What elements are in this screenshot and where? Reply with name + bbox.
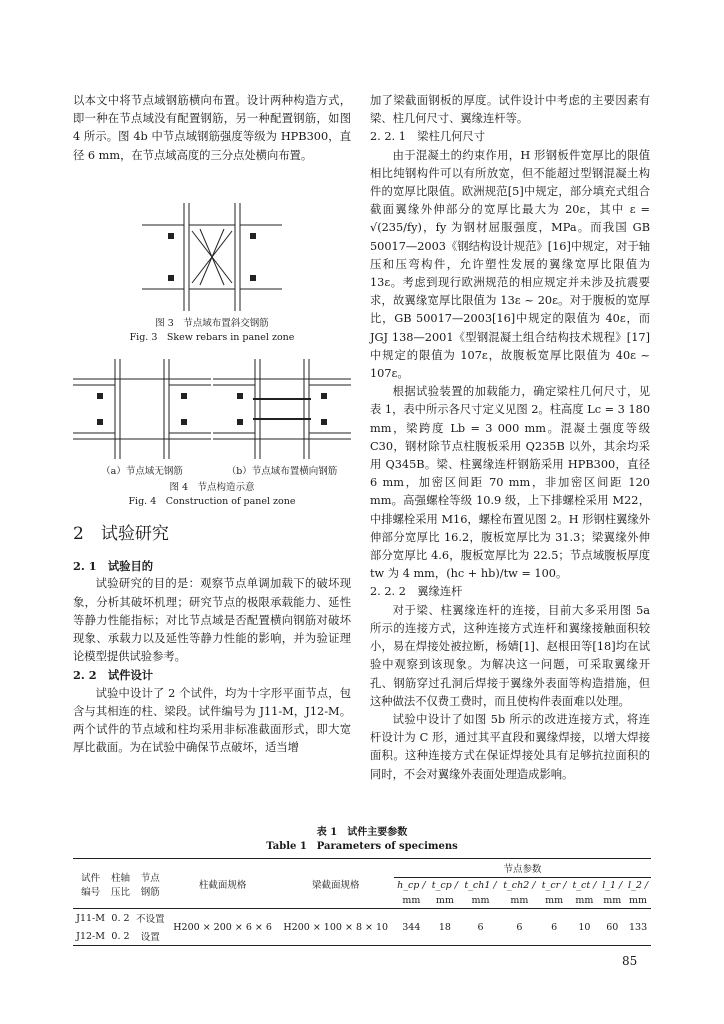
cell-val: 6 <box>516 921 523 933</box>
figure-4-caption-cn: 图 4 节点构造示意 <box>169 482 255 494</box>
th-unit: mm <box>629 895 648 906</box>
figure-4a <box>73 359 211 479</box>
th-unit: mm <box>471 895 490 906</box>
th-sym-3: t_ch2 / <box>503 880 536 891</box>
figure-3 <box>73 203 351 345</box>
paragraph-intro: 以本文中将节点域钢筋横向布置。设计两种构造方式，即一种在节点域没有配置钢筋，另一种配置钢筋，如图 4 所示。图 4b 中节点域钢筋强度等级为 HPB300，直径 6 mm，在节点域高度的三分点处横向布置。 <box>73 94 351 162</box>
table-title-en: Table 1 Parameters of specimens <box>266 841 458 852</box>
table-row <box>73 909 651 928</box>
cell-node: 设置 <box>140 932 160 943</box>
th-sym-0: h_cp / <box>397 880 426 891</box>
cell-beam-spec: H200 × 100 × 8 × 10 <box>283 921 389 933</box>
cell-col-spec: H200 × 200 × 6 × 6 <box>173 921 272 933</box>
th-ratio <box>108 859 133 909</box>
th-sym-1: t_cp / <box>431 880 458 891</box>
paragraph-2-2-1-b: 根据试验装置的加载能力，确定梁柱几何尺寸，见表 1，表中所示各尺寸定义见图 2。柱高度 Lc = 3 180 mm，梁跨度 Lb = 3 000 mm。混凝土强度等级 C30，钢材除节点柱腹板采用 Q235B 以外，其余均采用 Q345B。梁、柱翼缘连杆钢筋采用 HPB300，直径 6 mm，加密区间距 70 mm，非加密区间距 120 mm。高强螺栓等级 10.9 级，上下排螺栓采用 M22，中排螺栓采用 M16，螺栓布置见图 2。H 形钢柱翼缘外伸部分宽厚比 16.2，腹板宽厚比为 31.3；梁翼缘外伸部分宽厚比 4.6，腹板宽厚比为 22.5；节点域腹板厚度 tw 为 4 mm，(hc + hb)/tw = 100。 <box>370 385 651 581</box>
th-unit: mm <box>510 895 529 906</box>
cell-val: 10 <box>578 921 591 933</box>
cell-val: 6 <box>477 921 484 933</box>
cell-val: 344 <box>402 921 421 933</box>
th-unit: mm <box>603 895 622 906</box>
th-sym-6: l_1 / <box>602 880 623 891</box>
paragraph-2-2: 试验中设计了 2 个试件，均为十字形平面节点，包含与其相连的柱、梁段。试件编号为 J11-M，J12-M。两个试件的节点域和柱均采用非标准截面形式，即大宽厚比截面。为在试验中确保节点破坏，适当增 <box>73 686 351 755</box>
section-2-heading: 2 试验研究 <box>73 524 169 545</box>
th-specimen-l1: 试件 <box>81 872 101 884</box>
th-node-l1: 节点 <box>140 872 160 884</box>
section-2-2-2-heading: 2. 2. 2 翼缘连杆 <box>370 585 463 599</box>
cell-val: 18 <box>438 921 451 933</box>
parameters-table <box>73 858 651 946</box>
right-column <box>370 92 650 784</box>
th-sym-4: t_cr / <box>541 880 567 891</box>
th-node-l2: 钢筋 <box>140 886 160 898</box>
table-1 <box>73 826 651 946</box>
cell-val: 133 <box>628 921 648 933</box>
th-unit: mm <box>435 895 454 906</box>
cell-val: 60 <box>606 921 619 933</box>
figure-3-caption-cn: 图 3 节点域布置斜交钢筋 <box>155 318 269 330</box>
th-specimen-l2: 编号 <box>81 886 101 898</box>
figure-4a-drawing <box>73 359 211 459</box>
figure-3-caption-en: Fig. 3 Skew rebars in panel zone <box>129 332 295 344</box>
page-number: 85 <box>622 954 638 968</box>
th-col-spec: 柱截面规格 <box>198 879 247 891</box>
th-ratio-l1: 柱轴 <box>110 872 130 884</box>
th-unit: mm <box>545 895 564 906</box>
th-sym-5: t_ct / <box>572 880 597 891</box>
table-title-cn: 表 1 试件主要参数 <box>316 827 408 838</box>
section-2-2-heading: 2. 2 试件设计 <box>73 668 154 683</box>
th-beam-spec: 梁截面规格 <box>311 879 360 891</box>
th-ratio-l2: 压比 <box>110 886 130 898</box>
paragraph-2-2-2-b: 试验中设计了如图 5b 所示的改进连接方式，将连杆设计为 C 形，通过其平直段和翼缘焊接，以增大焊接面积。这种连接方式在保证焊接处具有足够抗拉面积的同时，不会对翼缘外表面处理造成影响。 <box>370 712 650 781</box>
th-node <box>133 859 168 909</box>
paragraph-continued: 加了梁截面钢板的厚度。试件设计中考虑的主要因素有梁、柱几何尺寸、翼缘连杆等。 <box>370 94 650 126</box>
section-2-1-heading: 2. 1 试验目的 <box>73 559 154 574</box>
paragraph-2-2-1-a: 由于混凝土的约束作用，H 形钢板件宽厚比的限值相比纯钢构件可以有所放宽，但不能超过型钢混凝土构件的宽厚比限值。欧洲规范[5]中规定，部分填充式组合截面翼缘外伸部分的宽厚比最大为 20ε，其中 ε = √(235/fy)，fy 为钢材屈服强度，MPa。而我国 GB 50017—2003《钢结构设计规范》[16]中规定，对于轴压和压弯构件，允许塑性发展的翼缘宽厚比限值为 13ε。考虑到现行欧洲规范的相应规定并未涉及抗震要求，故翼缘宽厚比限值为 13ε ~ 20ε。对于腹板的宽厚比，GB 50017—2003[16]中规定的限值为 40ε，而 JGJ 138—2001《型钢混凝土组合结构技术规程》[17]中规定的限值为 107ε，故腹板宽厚比限值为 40ε ~ 107ε。 <box>370 148 650 381</box>
cell-node: 不设置 <box>135 914 165 925</box>
cell-val: 6 <box>551 921 558 933</box>
figure-4b-label: （b）节点域布置横向钢筋 <box>226 466 338 478</box>
cell-ratio: 0. 2 <box>111 912 130 924</box>
th-sym-7: l_2 / <box>628 880 649 891</box>
paragraph-2-2-2-a: 对于梁、柱翼缘连杆的连接，目前大多采用图 5a 所示的连接方式，这种连接方式连杆和翼缘接触面积较小，易在焊接处被拉断，杨婧[1]、赵根田等[18]均在试验中观察到该现象。为解决这一问题，可采取翼缘开孔、钢筋穿过孔洞后焊接于翼缘外表面等构造措施，但这种做法不仅费工费时，而且使构件表面难以处理。 <box>370 603 650 708</box>
th-unit: mm <box>575 895 594 906</box>
figure-4b-drawing <box>213 359 351 459</box>
th-sym-2: t_ch1 / <box>464 880 497 891</box>
cell-id: J11-M <box>76 912 105 924</box>
figure-4 <box>73 359 351 509</box>
paragraph-2-1: 试验研究的目的是：观察节点单调加载下的破坏现象，分析其破坏机理；研究节点的极限承载能力、延性等静力性能指标；对比节点域是否配置横向钢筋对破坏现象、承载力以及延性等静力性能的影响，并为验证理论模型提供试验参考。 <box>73 577 351 664</box>
cell-id: J12-M <box>76 930 105 942</box>
th-specimen <box>73 859 108 909</box>
cell-ratio: 0. 2 <box>111 930 130 942</box>
figure-4-caption-en: Fig. 4 Construction of panel zone <box>128 496 296 508</box>
left-column <box>73 92 351 757</box>
figure-3-drawing <box>142 203 282 311</box>
figure-4b <box>213 359 351 479</box>
th-node-params: 节点参数 <box>394 859 651 878</box>
figure-4a-label: （a）节点域无钢筋 <box>101 466 183 478</box>
section-2-2-1-heading: 2. 2. 1 梁柱几何尺寸 <box>370 130 486 144</box>
th-unit: mm <box>402 895 421 906</box>
